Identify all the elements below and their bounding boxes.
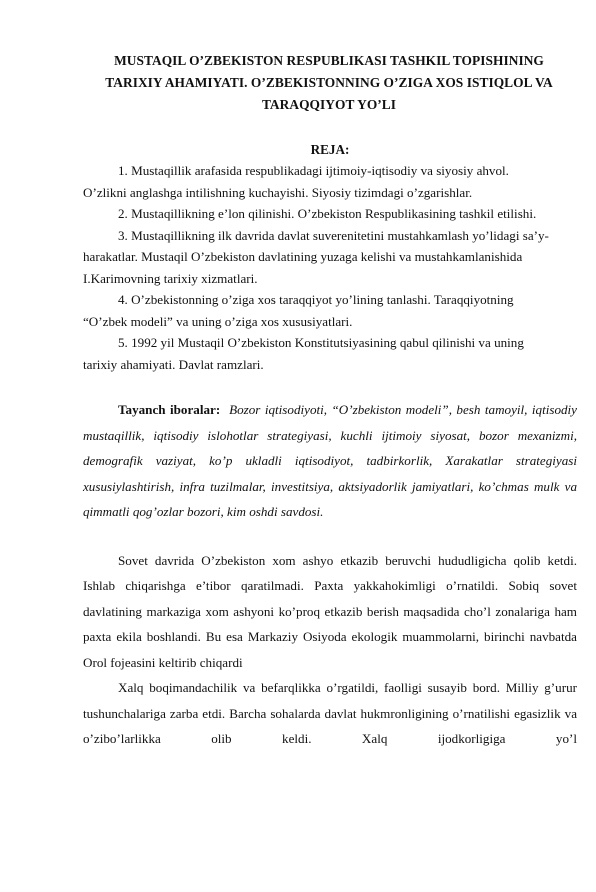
plan-item-5-cont: tarixiy ahamiyati. Davlat ramzlari. xyxy=(83,356,264,372)
title-line-2: TARIXIY AHAMIYATI. O’ZBEKISTONNING O’ZIGA XOS ISTIQLOL VA xyxy=(105,75,553,90)
keywords-text: Bozor iqtisodiyoti, “O’zbekiston modeli”, besh tamoyil, iqtisodiy mustaqillik, iqtisodiy islohotlar strategiyasi, kuchli ijtimoiy siyosat, bozor mexanizmi, demografik vaziyat, ko’p ukladli iqtisodiyot, tadbirkorlik, Xarakatlar strategiyasi xususiylashtirish, infra tuzilmalar, investitsiya, aktsiyadorlik jamiyatlari, ko’chmas mulk va qimmatli qog’ozlar bozori, kim oshdi savdosi. xyxy=(83,402,577,519)
plan-item-1: 1. Mustaqillik arafasida respublikadagi ijtimoiy-iqtisodiy va siyosiy ahvol. xyxy=(118,163,509,178)
body-text xyxy=(83,548,577,752)
plan-item-4-cont: “O’zbek modeli” va uning o’ziga xos xususiyatlari. xyxy=(83,313,353,329)
keywords-label: Tayanch iboralar: xyxy=(118,402,221,417)
document-page xyxy=(0,50,596,892)
plan-item-3: 3. Mustaqillikning ilk davrida davlat suverenitetini mustahkamlash yo’lidagi sa’y- xyxy=(118,227,549,243)
paragraph-1: Sovet davrida O’zbekiston xom ashyo etkazib beruvchi hududligicha qolib ketdi. Ishlab chiqarishga e’tibor qaratilmadi. Paxta yakkahokimligi o’rnatildi. Sobiq sovet davlatining markaziga xom ashyoni ko’proq etkazib berish maqsadida cho’l zonalariga ham paxta ekila boshlandi. Bu esa Markaziy Osiyoda ekologik muammolarni, birinchi navbatda Orol fojeasini keltirib chiqardi xyxy=(83,552,577,670)
plan-list xyxy=(83,160,577,375)
plan-item-3-cont-2: I.Karimovning tarixiy xizmatlari. xyxy=(83,270,258,286)
paragraph-2: Xalq boqimandachilik va befarqlikka o’rgatildi, faolligi susayib bord. Milliy g’urur tushunchalariga zarba etdi. Barcha sohalarda davlat hukmronligining o’rnatilishi egasizlik va o’zibo’larlikka olib keldi. Xalq ijodkorligiga yo’l xyxy=(83,680,577,746)
plan-item-2: 2. Mustaqillikning e’lon qilinishi. O’zbekiston Respublikasining tashkil etilishi. xyxy=(118,206,537,221)
plan-item-5: 5. 1992 yil Mustaqil O’zbekiston Konstitutsiyasining qabul qilinishi va uning xyxy=(118,335,524,350)
plan-item-3-cont-1: harakatlar. Mustaqil O’zbekiston davlatining yuzaga kelishi va mustahkamlanishida xyxy=(83,249,523,264)
title-line-1: MUSTAQIL O’ZBEKISTON RESPUBLIKASI TASHKIL TOPISHINING xyxy=(114,53,544,68)
document-title xyxy=(81,50,577,116)
plan-item-1-cont: O’zlikni anglashga intilishning kuchayishi. Siyosiy tizimdagi o’zgarishlar. xyxy=(83,184,473,200)
plan-heading: REJA: xyxy=(310,142,350,157)
keywords-block xyxy=(83,397,577,525)
plan-item-4: 4. O’zbekistonning o’ziga xos taraqqiyot yo’lining tanlashi. Taraqqiyotning xyxy=(118,292,514,307)
title-line-3: TARAQQIYOT YO’LI xyxy=(261,97,397,112)
